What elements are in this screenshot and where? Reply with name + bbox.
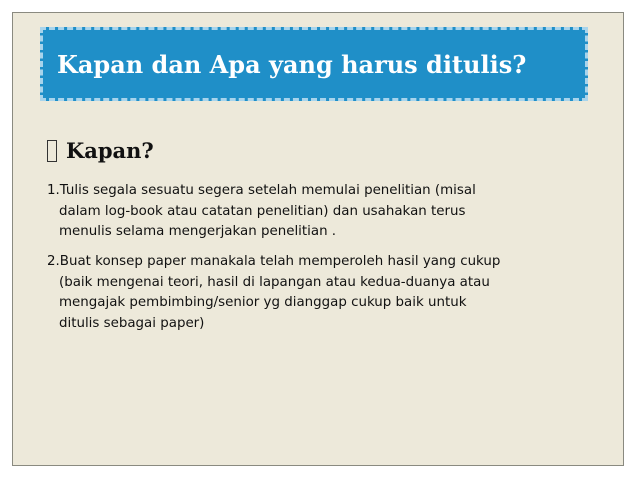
title-box [40,27,588,101]
item-2-line-3: mengajak pembimbing/senior yg dianggap cukup baik untuk [59,295,467,310]
item-2-line-1: 2.Buat konsep paper manakala telah memperoleh hasil yang cukup [47,254,501,269]
list-item-1 [47,181,587,243]
section-heading [47,138,154,163]
bullet-box-icon [47,140,57,162]
item-1-line-3: menulis selama mengerjakan penelitian . [59,224,337,239]
heading-text: Kapan? [66,138,154,163]
item-1-line-2: dalam log-book atau catatan penelitian) dan usahakan terus [59,203,466,219]
slide-title: Kapan dan Apa yang harus ditulis? [57,49,527,79]
item-2-line-4: ditulis sebagai paper) [59,315,205,331]
item-1-line-1: 1.Tulis segala sesuatu segera setelah memulai penelitian (misal [47,183,476,198]
list-item-2 [47,252,587,334]
item-2-line-2: (baik mengenai teori, hasil di lapangan atau kedua-duanya atau [59,274,490,290]
